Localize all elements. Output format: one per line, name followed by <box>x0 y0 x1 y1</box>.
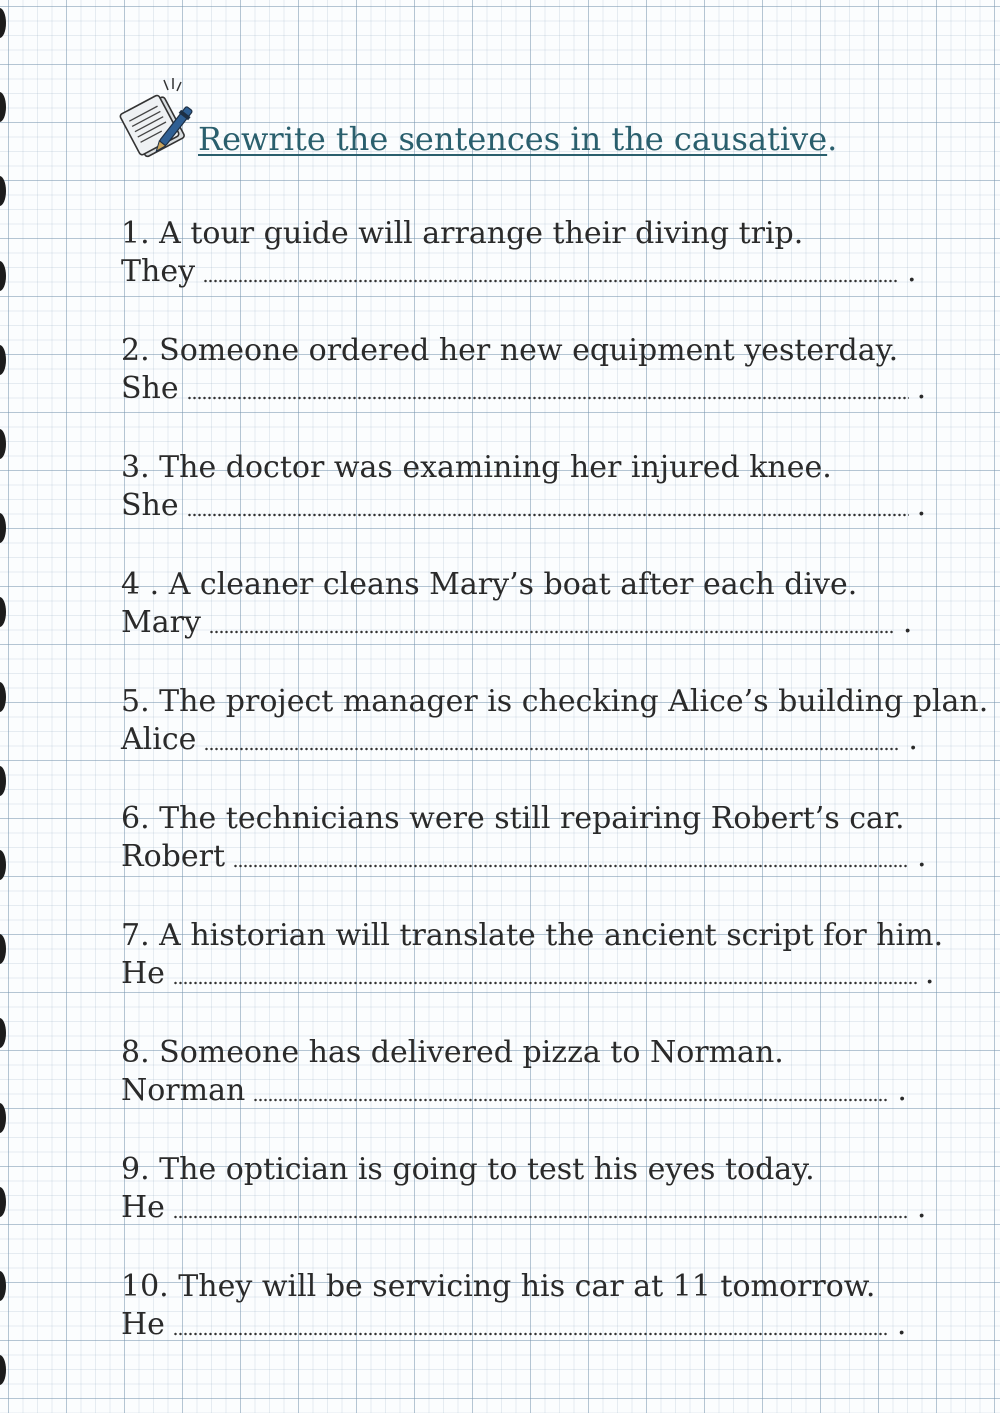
answer-end-period: . <box>897 1073 907 1108</box>
answer-starter: Robert <box>121 839 226 874</box>
exercise-prompt: 1. A tour guide will arrange their diving trip. <box>121 216 804 251</box>
binding-ring <box>0 513 6 543</box>
answer-line[interactable] <box>121 1189 991 1227</box>
exercise-item <box>121 332 991 408</box>
answer-end-period: . <box>908 722 918 757</box>
exercise-item <box>121 1034 991 1110</box>
answer-blank[interactable] <box>233 864 909 868</box>
exercise-prompt: 10. They will be servicing his car at 11 tomorrow. <box>121 1269 876 1304</box>
answer-line[interactable] <box>121 487 991 525</box>
answer-blank[interactable] <box>203 279 899 283</box>
answer-starter: He <box>121 1307 165 1342</box>
binding-ring <box>0 92 6 122</box>
answer-starter: He <box>121 956 165 991</box>
answer-end-period: . <box>916 488 927 523</box>
answer-starter: Norman <box>121 1073 246 1108</box>
answer-starter: Mary <box>121 605 201 640</box>
answer-blank[interactable] <box>187 396 909 400</box>
answer-end-period: . <box>916 371 927 406</box>
binding-ring <box>0 766 6 796</box>
spiral-binding <box>0 0 14 1413</box>
exercise-item <box>121 800 991 876</box>
exercise-item <box>121 215 991 291</box>
binding-ring <box>0 8 6 38</box>
answer-end-period: . <box>917 839 927 874</box>
binding-ring <box>0 934 6 964</box>
exercise-item <box>121 683 991 759</box>
binding-ring <box>0 682 6 712</box>
binding-ring <box>0 1187 6 1217</box>
exercise-item <box>121 566 991 642</box>
answer-blank[interactable] <box>204 747 900 751</box>
title-text: Rewrite the sentences in the causative <box>198 120 828 158</box>
exercise-prompt: 7. A historian will translate the ancient script for him. <box>121 918 944 953</box>
answer-blank[interactable] <box>173 1215 909 1219</box>
answer-starter: They <box>121 254 196 289</box>
answer-blank[interactable] <box>173 1332 889 1336</box>
exercise-prompt: 6. The technicians were still repairing Robert’s car. <box>121 801 905 836</box>
answer-line[interactable] <box>121 1306 991 1344</box>
answer-line[interactable] <box>121 721 991 759</box>
answer-end-period: . <box>907 254 917 289</box>
binding-ring <box>0 345 6 375</box>
exercise-item <box>121 449 991 525</box>
worksheet-header <box>118 74 918 164</box>
answer-end-period: . <box>924 956 935 991</box>
answer-end-period: . <box>902 605 913 640</box>
exercise-prompt: 4 . A cleaner cleans Mary’s boat after each dive. <box>121 567 858 602</box>
answer-blank[interactable] <box>253 1098 889 1102</box>
answer-starter: Alice <box>121 722 197 757</box>
exercise-item <box>121 1151 991 1227</box>
title-period: . <box>827 120 838 158</box>
binding-ring <box>0 429 6 459</box>
exercise-prompt: 5. The project manager is checking Alice’s building plan. <box>121 684 989 719</box>
worksheet-title <box>198 120 837 158</box>
binding-ring <box>0 850 6 880</box>
answer-line[interactable] <box>121 370 991 408</box>
binding-ring <box>0 1271 6 1301</box>
answer-line[interactable] <box>121 253 991 291</box>
binding-ring <box>0 261 6 291</box>
binding-ring <box>0 1018 6 1048</box>
answer-line[interactable] <box>121 838 991 876</box>
exercise-item <box>121 1268 991 1344</box>
exercise-prompt: 3. The doctor was examining her injured knee. <box>121 450 832 485</box>
answer-blank[interactable] <box>173 981 917 985</box>
answer-line[interactable] <box>121 955 991 993</box>
answer-line[interactable] <box>121 604 991 642</box>
binding-ring <box>0 176 6 206</box>
answer-blank[interactable] <box>209 630 895 634</box>
exercise-prompt: 8. Someone has delivered pizza to Norman. <box>121 1035 784 1070</box>
answer-blank[interactable] <box>187 513 909 517</box>
answer-end-period: . <box>896 1307 907 1342</box>
exercise-item <box>121 917 991 993</box>
answer-starter: She <box>121 371 179 406</box>
binding-ring <box>0 597 6 627</box>
exercise-prompt: 2. Someone ordered her new equipment yesterday. <box>121 333 899 368</box>
answer-line[interactable] <box>121 1072 991 1110</box>
answer-starter: He <box>121 1190 165 1225</box>
binding-ring <box>0 1355 6 1385</box>
notebook-pen-icon <box>118 74 198 160</box>
answer-starter: She <box>121 488 179 523</box>
answer-end-period: . <box>916 1190 927 1225</box>
binding-ring <box>0 1103 6 1133</box>
exercise-prompt: 9. The optician is going to test his eyes today. <box>121 1152 815 1187</box>
